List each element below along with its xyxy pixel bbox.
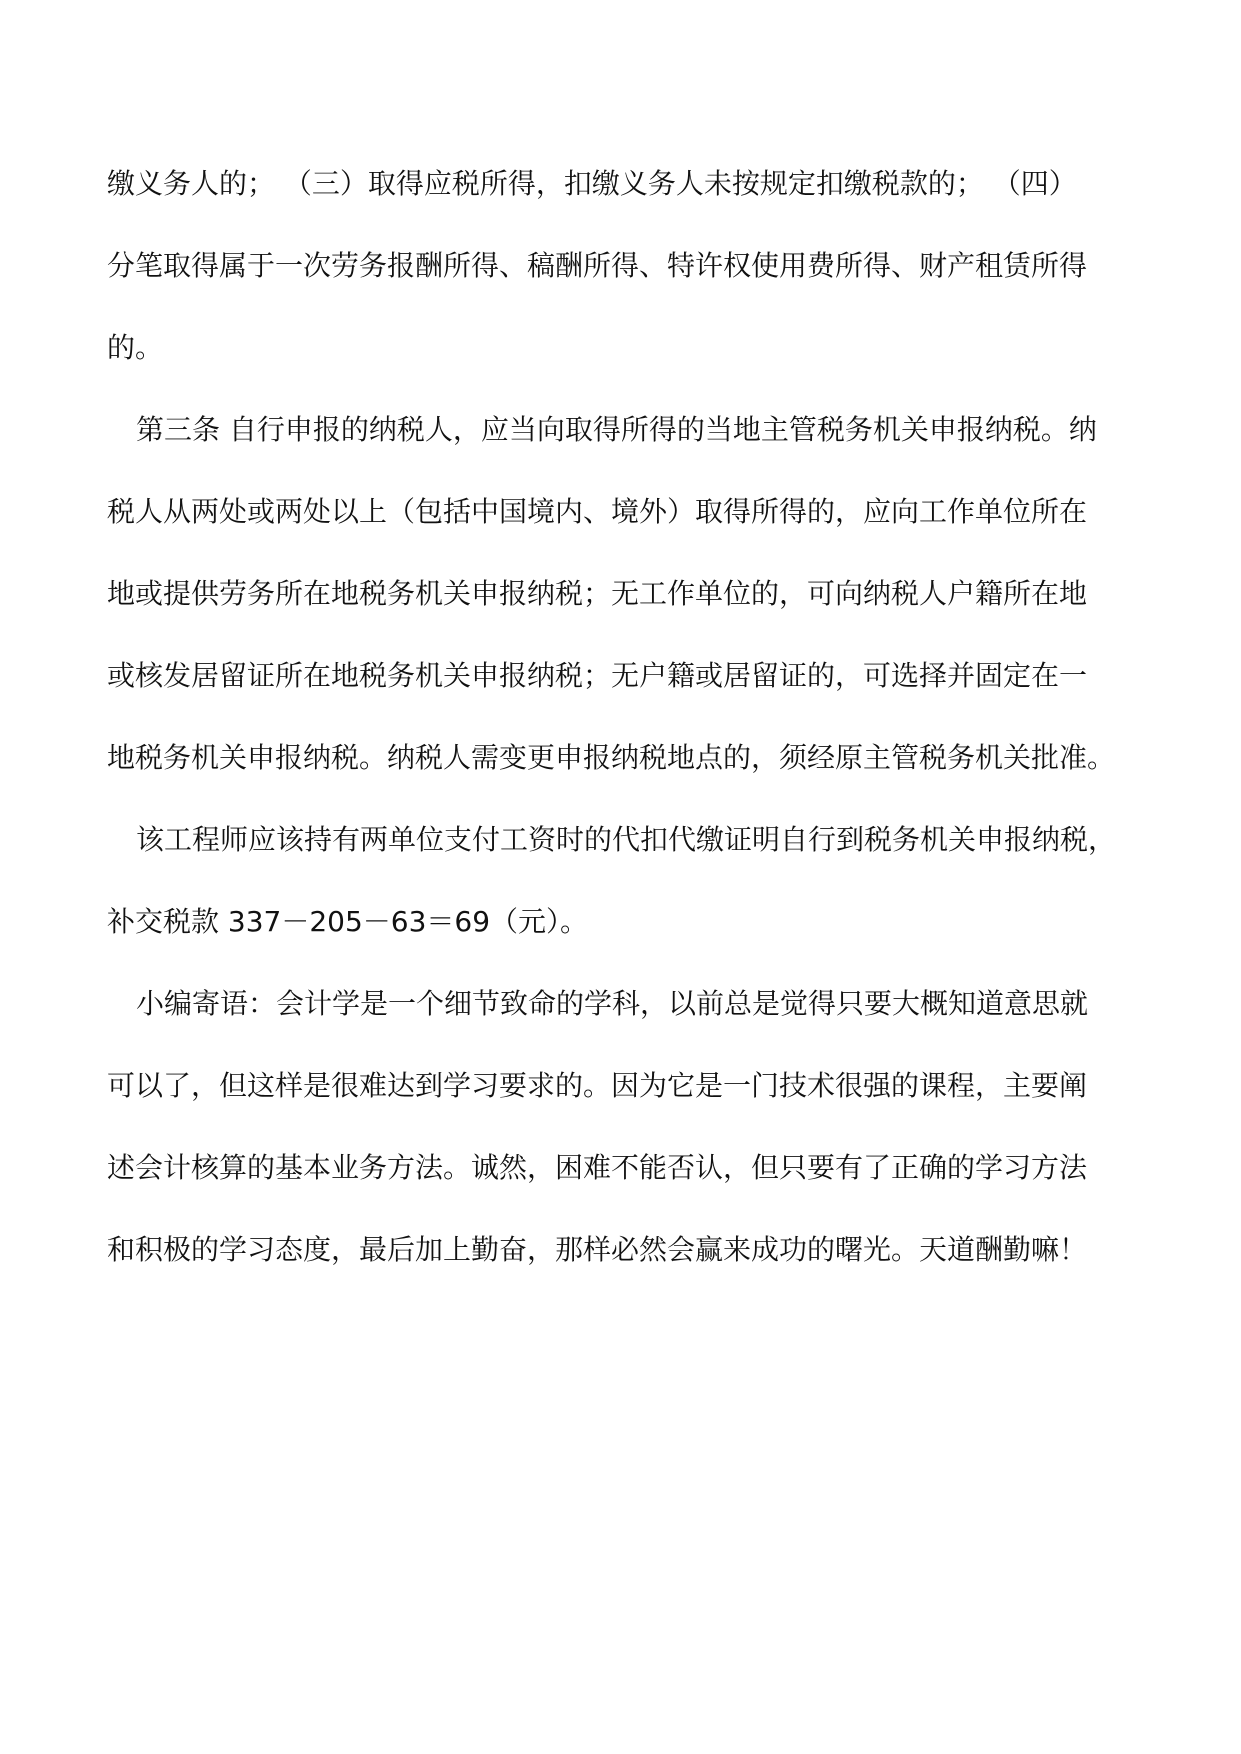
text-line: 地或提供劳务所在地税务机关申报纳税；无工作单位的，可向纳税人户籍所在地: [107, 577, 1088, 610]
text-line: 补交税款 337－205－63＝69（元）。: [107, 905, 589, 938]
paragraph-continuation: [107, 164, 1147, 410]
text-line: 或核发居留证所在地税务机关申报纳税；无户籍或居留证的，可选择并固定在一: [107, 659, 1088, 692]
text-line: 小编寄语：会计学是一个细节致命的学科，以前总是觉得只要大概知道意思就: [136, 987, 1089, 1020]
text-line: 该工程师应该持有两单位支付工资时的代扣代缴证明自行到税务机关申报纳税，: [136, 823, 1117, 856]
text-line: 地税务机关申报纳税。纳税人需变更申报纳税地点的，须经原主管税务机关批准。: [107, 741, 1116, 774]
text-line: 分笔取得属于一次劳务报酬所得、稿酬所得、特许权使用费所得、财产租赁所得: [107, 249, 1088, 282]
text-line: 可以了，但这样是很难达到学习要求的。因为它是一门技术很强的课程，主要阐: [107, 1069, 1088, 1102]
text-line: 缴义务人的； （三）取得应税所得，扣缴义务人未按规定扣缴税款的； （四）: [107, 167, 1077, 200]
text-line: 税人从两处或两处以上（包括中国境内、境外）取得所得的，应向工作单位所在: [107, 495, 1088, 528]
text-line: 和积极的学习态度，最后加上勤奋，那样必然会赢来成功的曙光。天道酬勤嘛！: [107, 1233, 1088, 1266]
text-line: 述会计核算的基本业务方法。诚然，困难不能否认，但只要有了正确的学习方法: [107, 1151, 1088, 1184]
document-body: [107, 164, 1147, 1312]
paragraph-engineer-tax: [107, 820, 1147, 984]
text-line: 的。: [107, 331, 164, 364]
paragraph-editor-note: [107, 984, 1147, 1312]
text-line: 第三条 自行申报的纳税人，应当向取得所得的当地主管税务机关申报纳税。纳: [136, 413, 1097, 446]
paragraph-article-three: [107, 410, 1147, 820]
